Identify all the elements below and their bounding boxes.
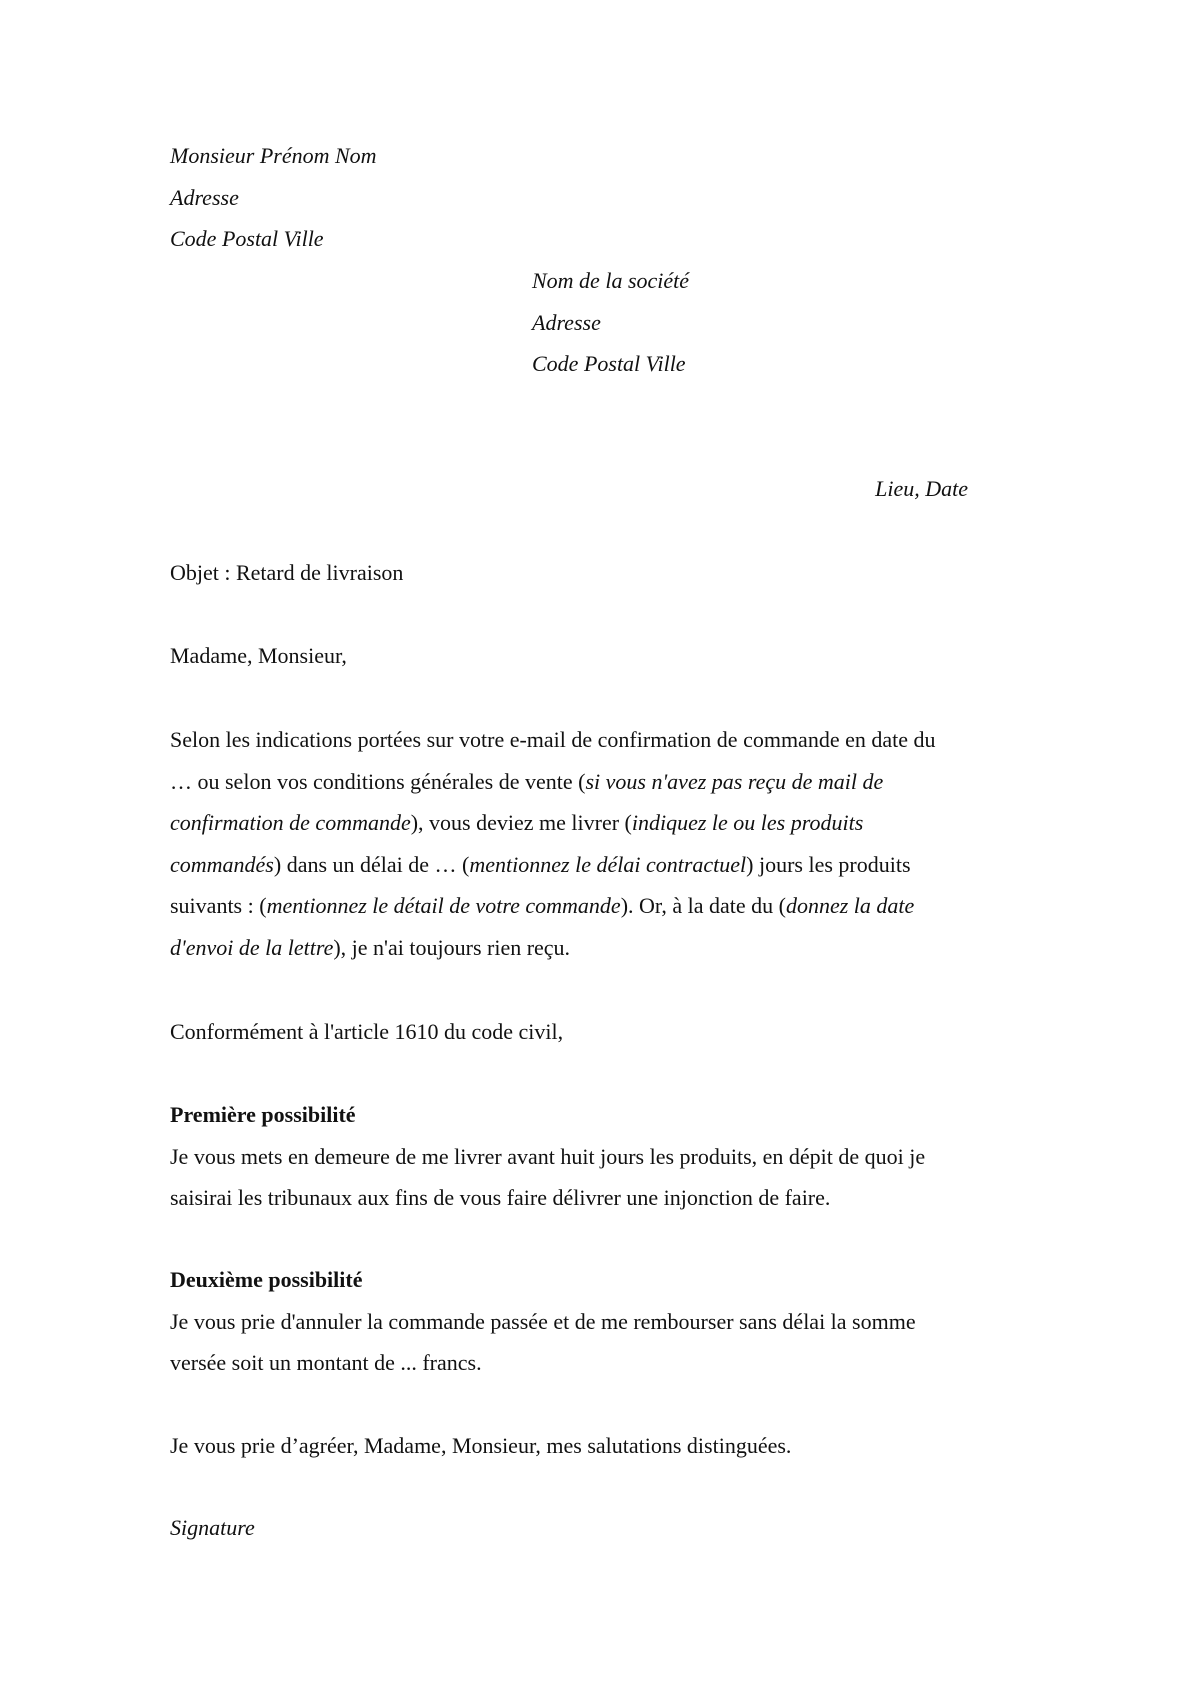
option-one-line-1: Je vous mets en demeure de me livrer avant huit jours les produits, en dépit de quoi je: [170, 1143, 926, 1169]
option-two-line-1: Je vous prie d'annuler la commande passée et de me rembourser sans délai la somme: [170, 1308, 916, 1334]
body-line-6: [170, 927, 1000, 969]
body-line-2: [170, 761, 1000, 803]
salutation-text: Madame, Monsieur,: [170, 643, 347, 668]
option-two-section: [170, 1259, 916, 1384]
place-date-text: Lieu, Date: [875, 476, 968, 501]
place-date: [875, 468, 968, 510]
recipient-city: Code Postal Ville: [532, 351, 686, 376]
option-two-line-2: versée soit un montant de ... francs.: [170, 1350, 482, 1375]
sender-city: Code Postal Ville: [170, 226, 324, 251]
body-text: ), je n'ai toujours rien reçu.: [333, 934, 571, 960]
body-placeholder: commandés: [170, 851, 274, 877]
body-text: ) dans un délai de … (: [273, 851, 470, 877]
option-one-section: [170, 1094, 925, 1219]
body-text: suivants : (: [170, 893, 267, 918]
body-line-5: [170, 885, 1000, 927]
sender-name: Monsieur Prénom Nom: [170, 143, 377, 168]
subject-text: Objet : Retard de livraison: [170, 560, 404, 585]
body-paragraph: [170, 719, 1000, 968]
sender-block: [170, 135, 377, 260]
closing-formula: [170, 1425, 791, 1467]
body-placeholder: confirmation de commande: [170, 810, 411, 835]
body-placeholder: mentionnez le détail de votre commande: [266, 893, 621, 918]
option-one-line-2: saisirai les tribunaux aux fins de vous faire délivrer une injonction de faire.: [170, 1185, 831, 1210]
signature-text: Signature: [170, 1515, 255, 1540]
body-placeholder: mentionnez le délai contractuel: [469, 851, 747, 877]
subject-line: [170, 552, 403, 594]
body-line-1: [170, 719, 1000, 761]
option-two-title: Deuxième possibilité: [170, 1267, 363, 1292]
option-one-title: Première possibilité: [170, 1102, 356, 1127]
body-line-3: [170, 802, 1000, 844]
body-line-4: [170, 844, 1000, 886]
body-text: ). Or, à la date du (: [620, 893, 786, 918]
recipient-company: Nom de la société: [532, 268, 690, 293]
body-placeholder: indiquez le ou les produits: [631, 810, 864, 835]
body-text: … ou selon vos conditions générales de vente (: [170, 768, 586, 794]
signature: [170, 1507, 255, 1549]
closing-text: Je vous prie d’agréer, Madame, Monsieur, mes salutations distinguées.: [170, 1433, 792, 1458]
recipient-block: [532, 260, 689, 385]
legal-basis: [170, 1011, 563, 1053]
sender-address: Adresse: [170, 184, 239, 210]
legal-basis-text: Conformément à l'article 1610 du code civil,: [170, 1019, 564, 1044]
body-placeholder: si vous n'avez pas reçu de mail de: [585, 768, 884, 794]
body-text: ) jours les produits: [746, 851, 911, 877]
recipient-address: Adresse: [532, 309, 601, 335]
body-placeholder: donnez la date: [785, 893, 915, 918]
salutation: [170, 635, 347, 677]
body-text: ), vous deviez me livrer (: [410, 810, 632, 835]
body-text: Selon les indications portées sur votre e-mail de confirmation de commande en date du: [170, 727, 936, 752]
body-placeholder: d'envoi de la lettre: [170, 934, 334, 960]
